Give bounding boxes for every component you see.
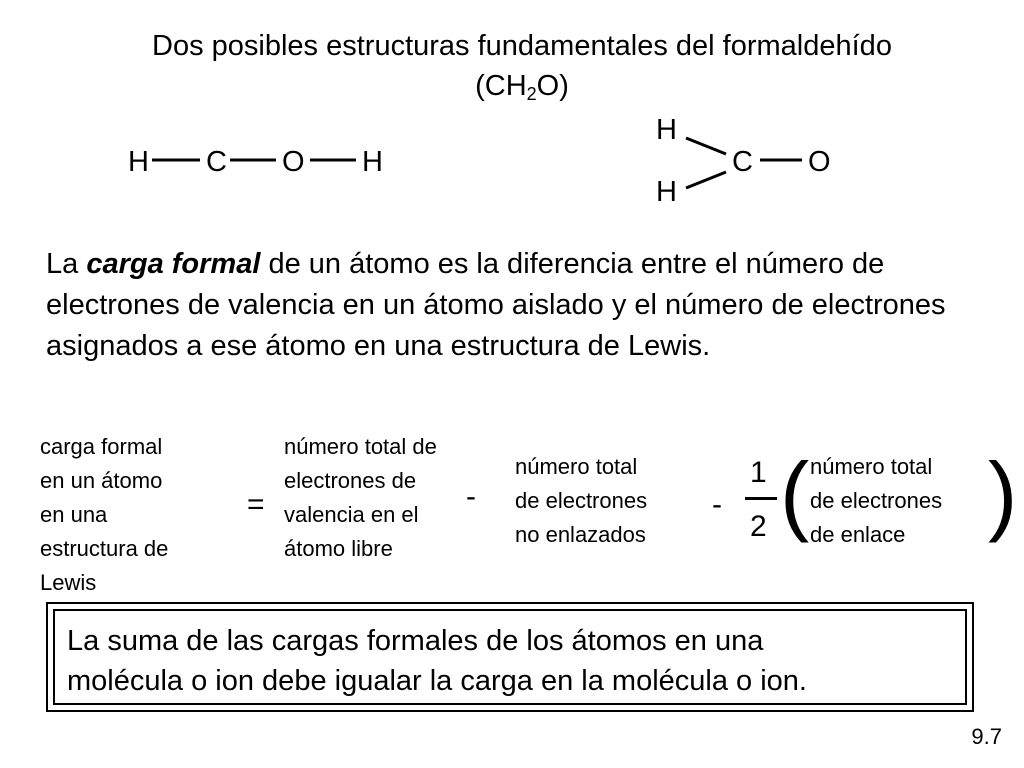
formaldehyde-structures — [0, 110, 1024, 220]
bonds-linear — [0, 110, 420, 220]
term-valence-electrons: número total de electrones de valencia en el átomo libre — [284, 434, 437, 561]
atom-o: O — [282, 146, 305, 178]
bond-hbottom-c — [686, 172, 726, 188]
open-parenthesis: ( — [780, 444, 810, 543]
fraction-numerator: 1 — [750, 456, 767, 489]
equals-sign: = — [247, 488, 265, 521]
atom-h-top: H — [656, 114, 677, 146]
title-formula: $(CH_2O)$ — [475, 70, 569, 104]
fraction-bar — [745, 497, 777, 500]
atom-h-2: H — [362, 146, 383, 178]
close-parenthesis: ) — [988, 444, 1018, 543]
rule-line-2: molécula o ion debe igualar la carga en la molécula o ion. — [67, 665, 807, 697]
rule-line-1: La suma de las cargas formales de los átomos en una — [67, 625, 764, 657]
title-line-1: Dos posibles estructuras fundamentales del formaldehído — [152, 30, 892, 62]
fraction-denominator: 2 — [750, 510, 767, 543]
page-number: 9.7 — [971, 724, 1002, 749]
rule-box-inner — [53, 609, 967, 705]
term-bonding-electrons: número total de electrones de enlace — [810, 454, 943, 547]
bond-htop-c — [686, 138, 726, 154]
atom-o-2: O — [808, 146, 831, 178]
rule-box — [46, 602, 974, 712]
minus-sign-2: - — [712, 488, 722, 521]
atom-c-2: C — [732, 146, 753, 178]
minus-sign-1: - — [466, 480, 476, 513]
term-lhs: carga formal en un átomo en una estructura de Lewis — [40, 434, 169, 595]
atom-h-bottom: H — [656, 176, 677, 208]
term-nonbonding-electrons: número total de electrones no enlazados — [515, 454, 648, 547]
term-carga-formal: carga formal — [86, 248, 261, 280]
slide-title — [40, 26, 1004, 106]
bonds-branched — [600, 110, 860, 220]
formal-charge-definition: La carga formal de un átomo es la diferencia entre el número de electrones de valencia en un átomo aislado y el número de electrones asignados a ese átomo en una estructura de Lewis. — [46, 248, 946, 362]
atom-c: C — [206, 146, 227, 178]
formula-subscript: 2 — [526, 84, 537, 104]
atom-h-1: H — [128, 146, 149, 178]
